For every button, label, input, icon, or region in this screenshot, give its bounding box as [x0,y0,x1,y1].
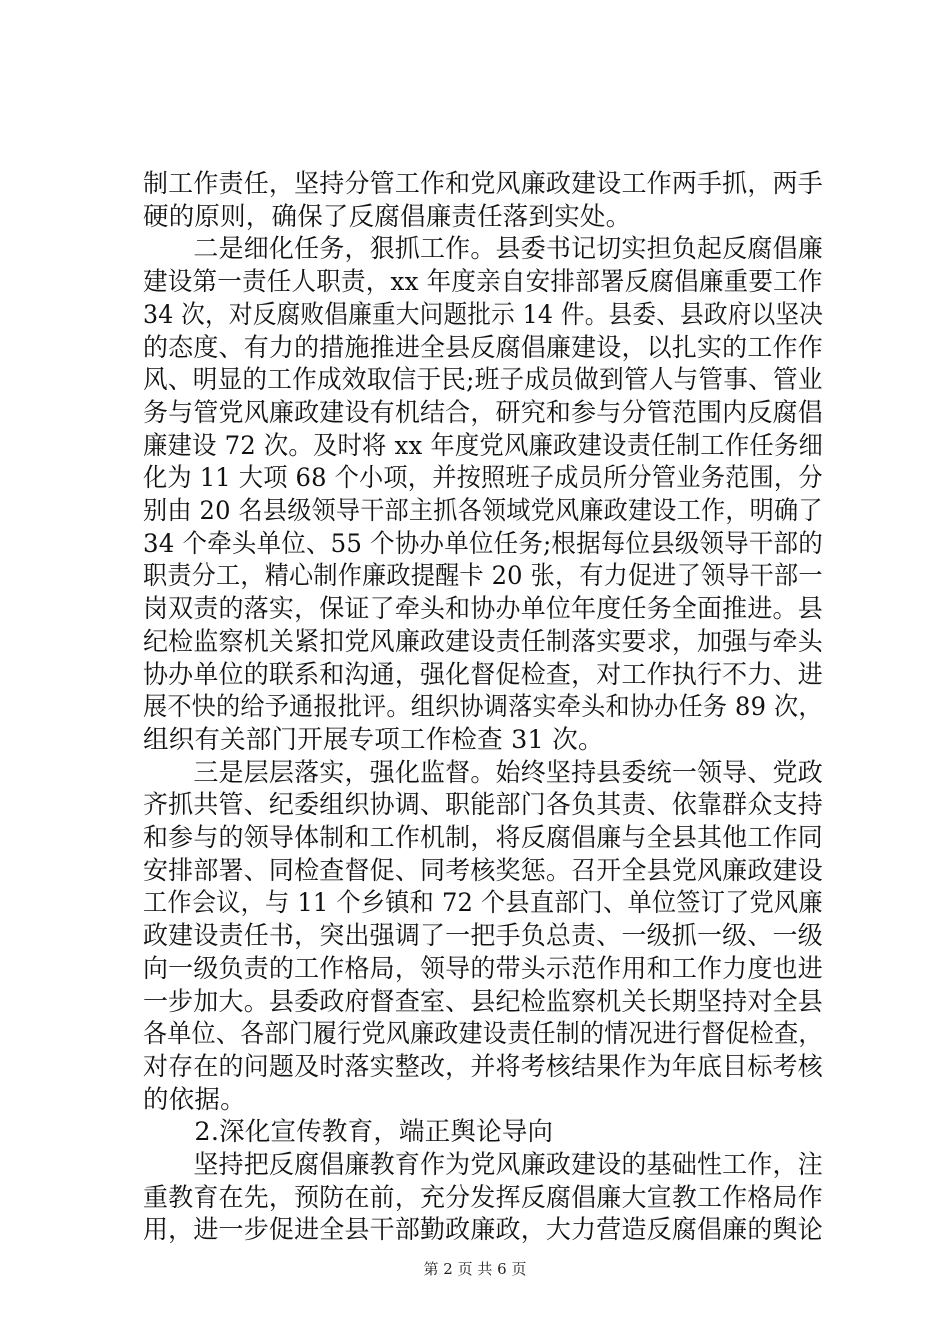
text-line: 一步加大。县委政府督查室、县纪检监察机关长期坚持对全县 [143,986,823,1017]
text-line: 风、明显的工作成效取信于民;班子成员做到管人与管事、管业 [143,365,823,396]
text-line: 纪检监察机关紧扣党风廉政建设责任制落实要求，加强与牵头 [143,626,823,657]
text-line: 二是细化任务，狠抓工作。县委书记切实担负起反腐倡廉 [143,234,823,265]
text-line: 政建设责任书，突出强调了一把手负总责、一级抓一级、一级 [143,921,823,952]
text-line: 的依据。 [143,1084,246,1115]
text-line: 职责分工，精心制作廉政提醒卡 20 张，有力促进了领导干部一 [143,561,823,592]
text-line: 制工作责任，坚持分管工作和党风廉政建设工作两手抓，两手 [143,169,823,199]
text-line: 和参与的领导体制和工作机制，将反腐倡廉与全县其他工作同 [143,823,823,853]
text-line: 向一级负责的工作格局，领导的带头示范作用和工作力度也进 [143,953,823,984]
text-line: 展不快的给予通报批评。组织协调落实牵头和协办任务 89 次， [143,692,823,723]
text-line: 34 次，对反腐败倡廉重大问题批示 14 件。县委、县政府以坚决 [143,299,824,330]
text-line: 建设第一责任人职责，xx 年度亲自安排部署反腐倡廉重要工作 [143,267,823,298]
text-line: 34 个牵头单位、55 个协办单位任务;根据每位县级领导干部的 [143,528,823,559]
text-line: 安排部署、同检查督促、同考核奖惩。召开全县党风廉政建设 [143,855,823,886]
text-line: 的态度、有力的措施推进全县反腐倡廉建设，以扎实的工作作 [143,332,823,363]
text-line: 重教育在先，预防在前，充分发挥反腐倡廉大宣教工作格局作 [143,1182,823,1213]
text-line: 坚持把反腐倡廉教育作为党风廉政建设的基础性工作，注 [143,1150,823,1180]
text-line: 协办单位的联系和沟通，强化督促检查，对工作执行不力、进 [143,659,823,690]
text-line: 工作会议，与 11 个乡镇和 72 个县直部门、单位签订了党风廉 [143,888,823,919]
text-line: 三是层层落实，强化监督。始终坚持县委统一领导、党政 [143,757,823,788]
text-line: 岗双责的落实，保证了牵头和协办单位年度任务全面推进。县 [143,594,823,625]
text-line: 用，进一步促进全县干部勤政廉政，大力营造反腐倡廉的舆论 [143,1215,823,1246]
text-line: 对存在的问题及时落实整改，并将考核结果作为年底目标考核 [143,1051,823,1082]
text-line: 2.深化宣传教育，端正舆论导向 [143,1117,554,1148]
text-line: 齐抓共管、纪委组织协调、职能部门各负其责、依靠群众支持 [143,790,823,821]
text-line: 各单位、各部门履行党风廉政建设责任制的情况进行督促检查， [143,1019,823,1050]
text-line: 化为 11 大项 68 个小项，并按照班子成员所分管业务范围，分 [143,463,823,494]
text-line: 组织有关部门开展专项工作检查 31 次。 [143,724,604,755]
text-line: 硬的原则，确保了反腐倡廉责任落到实处。 [143,201,632,232]
text-line: 务与管党风廉政建设有机结合，研究和参与分管范围内反腐倡 [143,397,823,428]
page-footer: 第 2 页 共 6 页 [423,1260,527,1278]
text-line: 别由 20 名县级领导干部主抓各领域党风廉政建设工作，明确了 [143,496,823,526]
text-line: 廉建设 72 次。及时将 xx 年度党风廉政建设责任制工作任务细 [143,430,824,461]
